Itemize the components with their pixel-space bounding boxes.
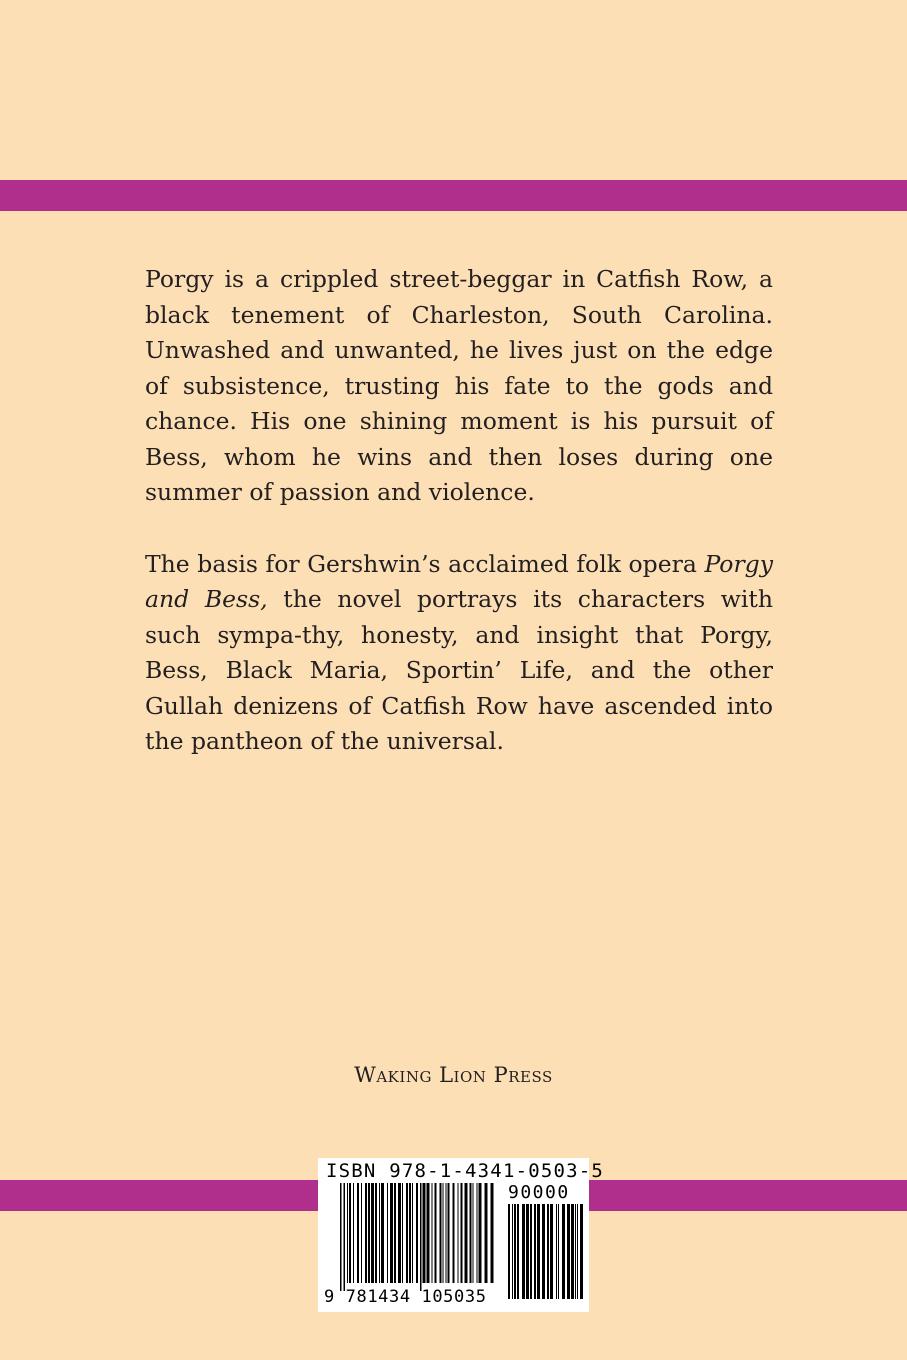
isbn-barcode bbox=[318, 1158, 605, 1312]
barcode-addon-bar bbox=[514, 1204, 516, 1299]
barcode-bar bbox=[381, 1183, 384, 1283]
blurb-paragraph-1: Porgy is a crippled street-beggar in Catfish Row, a black tenement of Charleston, South Carolina. Unwashed and unwanted, he lives just on the edge of subsistence, trusting his fate to the gods and chance. His one shining moment is his pursuit of Bess, whom he wins and then loses during one summer of passion and violence. bbox=[145, 265, 773, 506]
barcode-bar bbox=[365, 1183, 367, 1283]
barcode-bar bbox=[412, 1183, 413, 1283]
barcode-bar bbox=[448, 1183, 450, 1283]
back-cover-blurb bbox=[145, 262, 773, 796]
publisher-name: Waking Lion Press bbox=[354, 1063, 553, 1087]
barcode-bar bbox=[470, 1183, 472, 1283]
barcode-bar bbox=[461, 1183, 463, 1283]
barcode-addon-bar bbox=[558, 1204, 559, 1299]
barcode-bar bbox=[394, 1183, 396, 1283]
barcode-bar bbox=[427, 1183, 430, 1283]
barcode-bar bbox=[479, 1183, 482, 1283]
barcode-addon-bar bbox=[542, 1204, 545, 1299]
barcode-addon-bar bbox=[550, 1204, 553, 1299]
barcode-bar bbox=[453, 1183, 455, 1283]
barcode-addon-bar bbox=[575, 1204, 576, 1299]
top-color-band bbox=[0, 180, 907, 211]
blurb-paragraph-2-start: The basis for Gershwin’s acclaimed folk opera bbox=[145, 549, 705, 578]
barcode-addon-bar bbox=[517, 1204, 519, 1299]
barcode-bar bbox=[371, 1183, 374, 1283]
barcode-bar bbox=[491, 1183, 494, 1283]
barcode-bar bbox=[379, 1183, 380, 1283]
barcode-bar bbox=[458, 1183, 459, 1283]
barcode-addon-bar bbox=[567, 1204, 570, 1299]
barcode-bar bbox=[368, 1183, 370, 1283]
barcode-bar bbox=[432, 1183, 433, 1283]
barcode-addon-bar bbox=[556, 1204, 557, 1299]
barcode-bar bbox=[402, 1183, 403, 1283]
price-code: 90000 bbox=[508, 1182, 570, 1203]
barcode-bar bbox=[485, 1183, 488, 1283]
barcode-bar bbox=[440, 1183, 442, 1283]
barcode-addon-bar bbox=[562, 1204, 565, 1299]
ean-digits: 9 781434 105035 bbox=[324, 1287, 487, 1307]
barcode-bar bbox=[406, 1183, 408, 1283]
barcode-bar bbox=[409, 1183, 411, 1283]
barcode-addon-bar bbox=[547, 1204, 549, 1299]
barcode-bar bbox=[347, 1183, 348, 1283]
barcode-bar bbox=[398, 1183, 401, 1283]
blurb-paragraph-2 bbox=[145, 547, 773, 760]
barcode-bar bbox=[357, 1183, 359, 1283]
barcode-bar bbox=[423, 1183, 426, 1283]
barcode-bar bbox=[465, 1183, 468, 1283]
barcode-bar bbox=[443, 1183, 444, 1283]
barcode-bar bbox=[390, 1183, 393, 1283]
barcode-bar bbox=[446, 1183, 447, 1283]
barcode-bar bbox=[353, 1183, 354, 1283]
isbn-label: ISBN 978-1-4341-0503-5 bbox=[326, 1160, 605, 1182]
barcode-addon-bar bbox=[577, 1204, 578, 1299]
barcode-bar bbox=[349, 1183, 351, 1283]
barcode-bar bbox=[340, 1183, 342, 1291]
barcode-bar bbox=[416, 1183, 418, 1283]
barcode-addon-bar bbox=[571, 1204, 574, 1299]
barcode-bar bbox=[387, 1183, 388, 1283]
barcode-addon-bar bbox=[534, 1204, 536, 1299]
barcode-bar bbox=[361, 1183, 362, 1283]
barcode-addon-bar bbox=[537, 1204, 540, 1299]
barcode-bar bbox=[477, 1183, 478, 1283]
barcode-bar bbox=[473, 1183, 474, 1283]
barcode-bar bbox=[420, 1183, 422, 1291]
barcode-addon-bar bbox=[526, 1204, 529, 1299]
opera-title: Porgy and Bess, bbox=[145, 549, 773, 613]
blurb-paragraph-2-end: the novel portrays its characters with such sympa-thy, honesty, and insight that Porgy, Bess, Black Maria, Sportin’ Life, and the other Gullah denizens of Catfish Row have ascended into the pantheon of the universal. bbox=[145, 585, 773, 755]
barcode-addon-bar bbox=[530, 1204, 532, 1299]
barcode-addon-bar bbox=[580, 1204, 583, 1299]
barcode-addon-bar bbox=[512, 1204, 513, 1299]
barcode-bar bbox=[375, 1183, 377, 1283]
barcode-addon-bar bbox=[522, 1204, 525, 1299]
barcode-bar bbox=[344, 1183, 346, 1291]
barcode-addon-bar bbox=[508, 1204, 510, 1299]
barcode-bar bbox=[435, 1183, 437, 1283]
